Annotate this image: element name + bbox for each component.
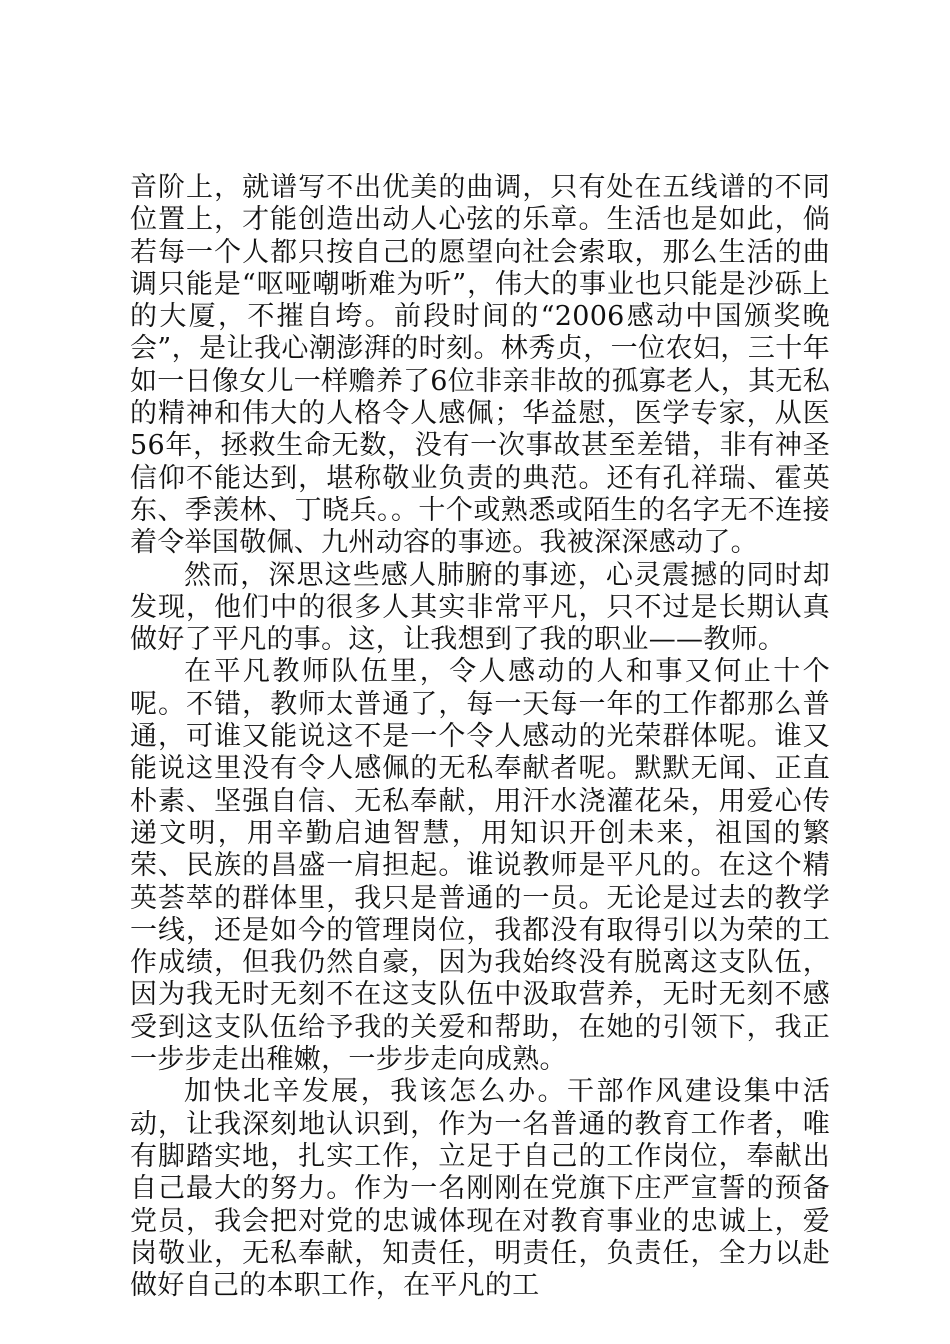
paragraph-4: 加快北辛发展，我该怎么办。干部作风建设集中活动，让我深刻地认识到，作为一名普通的教育工作者，唯有脚踏实地，扎实工作，立足于自己的工作岗位，奉献出自己最大的努力。作为一名刚刚在党旗下庄严宣誓的预备党员，我会把对党的忠诚体现在对教育事业的忠诚上，爱岗敬业，无私奉献，知责任，明责任，负责任，全力以赴做好自己的本职工作，在平凡的工 — [130, 1076, 830, 1302]
paragraph-2: 然而，深思这些感人肺腑的事迹，心灵震撼的同时却发现，他们中的很多人其实非常平凡，只不过是长期认真做好了平凡的事。这，让我想到了我的职业——教师。 — [130, 559, 830, 656]
paragraph-3: 在平凡教师队伍里，令人感动的人和事又何止十个呢。不错，教师太普通了，每一天每一年的工作都那么普通，可谁又能说这不是一个令人感动的光荣群体呢。谁又能说这里没有令人感佩的无私奉献者呢。默默无闻、正直朴素、坚强自信、无私奉献，用汗水浇灌花朵，用爱心传递文明，用辛勤启迪智慧，用知识开创未来，祖国的繁荣、民族的昌盛一肩担起。谁说教师是平凡的。在这个精英荟萃的群体里，我只是普通的一员。无论是过去的教学一线，还是如今的管理岗位，我都没有取得引以为荣的工作成绩，但我仍然自豪，因为我始终没有脱离这支队伍，因为我无时无刻不在这支队伍中汲取营养，无时无刻不感受到这支队伍给予我的关爱和帮助，在她的引领下，我正一步步走出稚嫩，一步步走向成熟。 — [130, 656, 830, 1076]
paragraph-1: 音阶上，就谱写不出优美的曲调，只有处在五线谱的不同位置上，才能创造出动人心弦的乐章。生活也是如此，倘若每一个人都只按自己的愿望向社会索取，那么生活的曲调只能是“呕哑嘲哳难为听”，伟大的事业也只能是沙砾上的大厦，不摧自垮。前段时间的“2006感动中国颁奖晚会”，是让我心潮澎湃的时刻。林秀贞，一位农妇，三十年如一日像女儿一样赡养了6位非亲非故的孤寡老人，其无私的精神和伟大的人格令人感佩；华益慰，医学专家，从医56年，拯救生命无数，没有一次事故甚至差错，非有神圣信仰不能达到，堪称敬业负责的典范。还有孔祥瑞、霍英东、季羡林、丁晓兵。。十个或熟悉或陌生的名字无不连接着令举国敬佩、九州动容的事迹。我被深深感动了。 — [130, 172, 830, 559]
document-page — [130, 172, 830, 1302]
